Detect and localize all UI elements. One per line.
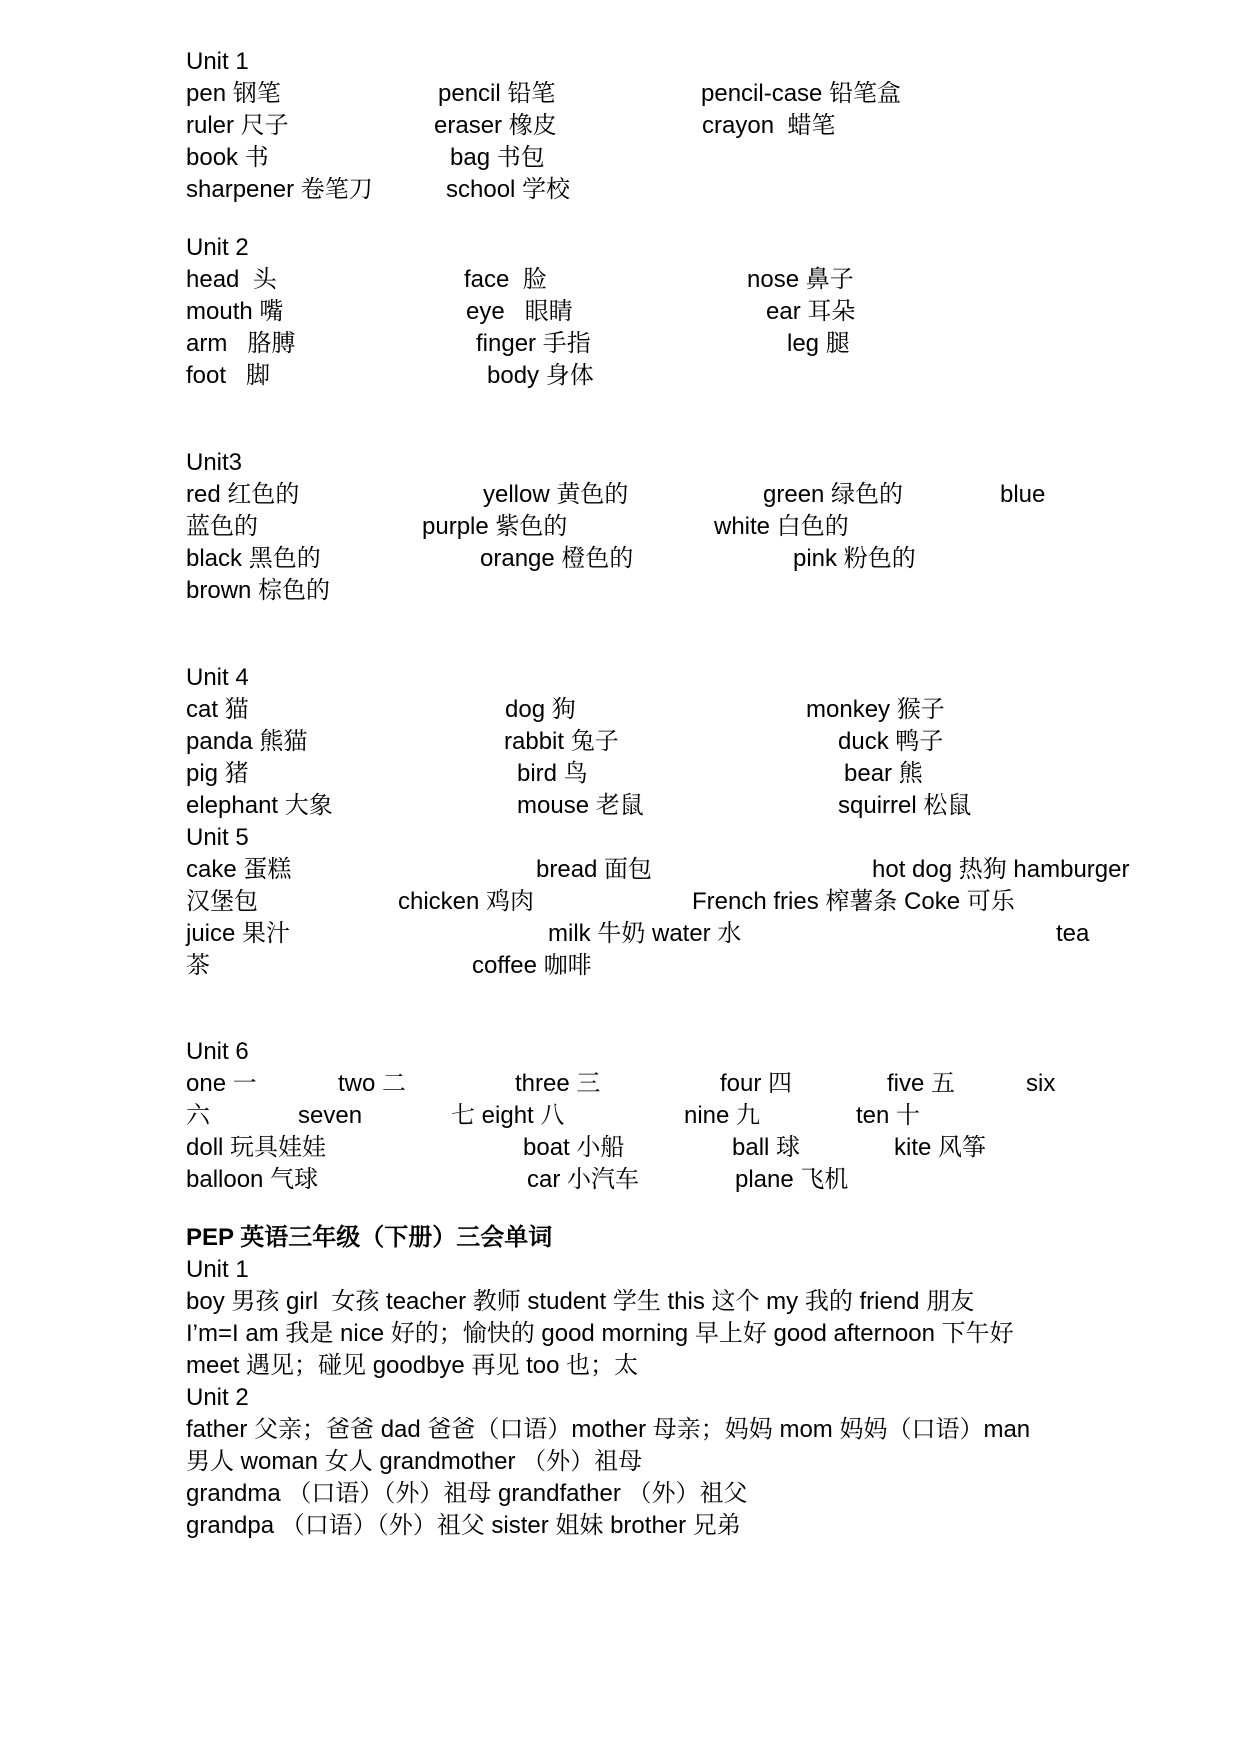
word-entry: one 一 [186, 1070, 257, 1097]
word-entry: head 头 [186, 266, 277, 293]
word-entry: green 绿色的 [763, 481, 904, 508]
word-entry: 七 eight 八 [451, 1102, 565, 1129]
word-entry: nose 鼻子 [747, 266, 854, 293]
word-entry: arm 胳膊 [186, 330, 296, 357]
word-entry: mouse 老鼠 [517, 792, 644, 819]
word-entry: elephant 大象 [186, 792, 333, 819]
unit2-heading: Unit 2 [186, 234, 249, 261]
unit5-heading: Unit 5 [186, 824, 249, 851]
unit1-heading: Unit 1 [186, 48, 249, 75]
word-entry: mouth 嘴 [186, 298, 284, 325]
word-entry: red 红色的 [186, 481, 300, 508]
word-entry: juice 果汁 [186, 920, 291, 947]
word-entry: ball 球 [732, 1134, 801, 1161]
word-entry: body 身体 [487, 362, 594, 389]
word-entry: pen 钢笔 [186, 80, 281, 107]
word-entry: dog 狗 [505, 696, 576, 723]
word-entry: car 小汽车 [527, 1166, 640, 1193]
word-entry: white 白色的 [714, 513, 849, 540]
word-entry: orange 橙色的 [480, 545, 634, 572]
word-entry: three 三 [515, 1070, 601, 1097]
word-entry: cat 猫 [186, 696, 249, 723]
word-entry: chicken 鸡肉 [398, 888, 535, 915]
word-entry: squirrel 松鼠 [838, 792, 972, 819]
word-entry: nine 九 [684, 1102, 761, 1129]
section-title: PEP 英语三年级（下册）三会单词 [186, 1224, 553, 1251]
word-entry: pink 粉色的 [793, 545, 916, 572]
vocab-line: father 父亲；爸爸 dad 爸爸（口语）mother 母亲；妈妈 mom 妈妈（口语）man [186, 1416, 1031, 1443]
word-entry: plane 飞机 [735, 1166, 849, 1193]
word-entry: sharpener 卷笔刀 [186, 176, 373, 203]
vocab-line: grandma （口语）（外）祖母 grandfather （外）祖父 [186, 1480, 748, 1507]
vocab-line: grandpa （口语）（外）祖父 sister 姐妹 brother 兄弟 [186, 1512, 741, 1539]
unit4-heading: Unit 4 [186, 664, 249, 691]
word-entry: bag 书包 [450, 144, 545, 171]
word-entry: duck 鸭子 [838, 728, 944, 755]
word-entry: seven [298, 1102, 363, 1129]
word-entry: monkey 猴子 [806, 696, 945, 723]
word-entry: 六 [186, 1102, 210, 1129]
vocab-line: boy 男孩 girl 女孩 teacher 教师 student 学生 this 这个 my 我的 friend 朋友 [186, 1288, 975, 1315]
word-entry: eraser 橡皮 [434, 112, 557, 139]
word-entry: leg 腿 [787, 330, 850, 357]
section2-unit2-heading: Unit 2 [186, 1384, 249, 1411]
word-entry: 汉堡包 [186, 888, 258, 915]
word-entry: foot 脚 [186, 362, 271, 389]
word-entry: 茶 [186, 952, 210, 979]
vocab-line: meet 遇见；碰见 goodbye 再见 too 也；太 [186, 1352, 639, 1379]
word-entry: ruler 尺子 [186, 112, 289, 139]
word-entry: face 脸 [464, 266, 547, 293]
word-entry: brown 棕色的 [186, 577, 331, 604]
word-entry: school 学校 [446, 176, 571, 203]
word-entry: book 书 [186, 144, 269, 171]
word-entry: balloon 气球 [186, 1166, 319, 1193]
word-entry: finger 手指 [476, 330, 591, 357]
word-entry: purple 紫色的 [422, 513, 568, 540]
word-entry: rabbit 兔子 [504, 728, 619, 755]
word-entry: boat 小船 [523, 1134, 625, 1161]
word-entry: four 四 [720, 1070, 793, 1097]
section2-unit1-heading: Unit 1 [186, 1256, 249, 1283]
word-entry: kite 风筝 [894, 1134, 987, 1161]
word-entry: tea [1056, 920, 1090, 947]
word-entry: French fries 榨薯条 Coke 可乐 [692, 888, 1015, 915]
unit3-heading: Unit3 [186, 449, 243, 476]
vocab-line: 男人 woman 女人 grandmother （外）祖母 [186, 1448, 643, 1475]
word-entry: 蓝色的 [186, 513, 258, 540]
word-entry: ear 耳朵 [766, 298, 856, 325]
word-entry: milk 牛奶 water 水 [548, 920, 742, 947]
word-entry: five 五 [887, 1070, 956, 1097]
word-entry: doll 玩具娃娃 [186, 1134, 327, 1161]
vocab-line: I’m=I am 我是 nice 好的；愉快的 good morning 早上好 good afternoon 下午好 [186, 1320, 1014, 1347]
word-entry: bird 鸟 [517, 760, 588, 787]
word-entry: bread 面包 [536, 856, 653, 883]
word-entry: pencil 铅笔 [438, 80, 556, 107]
word-entry: cake 蛋糕 [186, 856, 292, 883]
word-entry: hot dog 热狗 hamburger [872, 856, 1130, 883]
word-entry: pencil-case 铅笔盒 [701, 80, 902, 107]
word-entry: panda 熊猫 [186, 728, 308, 755]
word-entry: six [1026, 1070, 1056, 1097]
word-entry: eye 眼睛 [466, 298, 573, 325]
word-entry: crayon 蜡笔 [702, 112, 836, 139]
unit6-heading: Unit 6 [186, 1038, 249, 1065]
word-entry: pig 猪 [186, 760, 249, 787]
word-entry: two 二 [338, 1070, 407, 1097]
word-entry: bear 熊 [844, 760, 923, 787]
word-entry: ten 十 [856, 1102, 921, 1129]
word-entry: coffee 咖啡 [472, 952, 592, 979]
word-entry: yellow 黄色的 [483, 481, 629, 508]
word-entry: black 黑色的 [186, 545, 321, 572]
word-entry: blue [1000, 481, 1046, 508]
